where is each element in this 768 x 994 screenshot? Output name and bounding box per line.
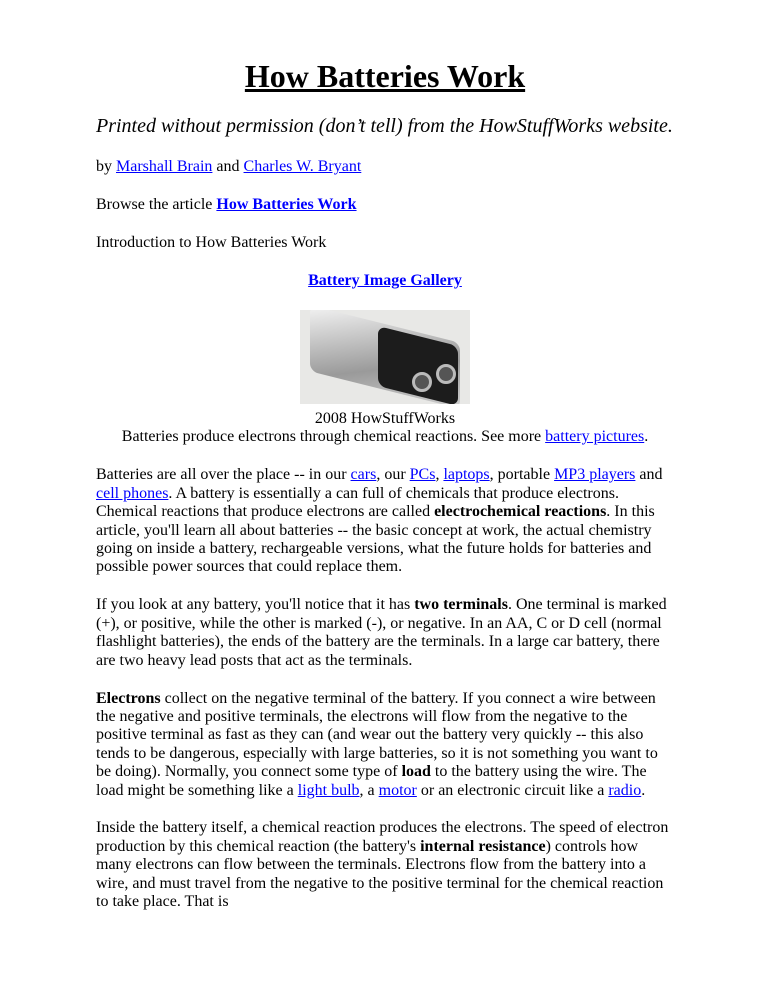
text: , our	[376, 466, 410, 484]
text: ) controls how many electrons can flow between the terminals. Electrons flow from the battery into a wire, and must travel from the negative to the positive terminal for the chemical reaction to take place. That is	[96, 837, 664, 911]
text: to the battery using the wire. The load might be something like a	[96, 763, 647, 799]
paragraph	[96, 596, 674, 670]
inline-link[interactable]: cell phones	[96, 484, 169, 502]
text: . One terminal is marked (+), or positive, while the other is marked (-), or negative. In an AA, C or D cell (normal flashlight batteries), the ends of the battery are the terminals. In a large car battery, there are two heavy lead posts that act as the terminals.	[96, 596, 667, 669]
byline	[96, 158, 674, 176]
paragraph	[96, 466, 674, 576]
inline-link[interactable]: light bulb	[297, 781, 360, 799]
author-link-charles-bryant[interactable]: Charles W. Bryant	[243, 158, 362, 175]
text: , portable	[489, 466, 555, 484]
intro-heading: Introduction to How Batteries Work	[96, 233, 327, 251]
subtitle: Printed without permission (don’t tell) from the HowStuffWorks website.	[96, 115, 673, 137]
figure	[96, 310, 674, 447]
article	[96, 56, 674, 931]
article-link[interactable]: How Batteries Work	[216, 195, 357, 213]
figure-caption	[96, 428, 674, 446]
text: , a	[359, 781, 379, 799]
text: .	[641, 781, 646, 799]
bold-term: load	[401, 763, 431, 781]
inline-link[interactable]: MP3 players	[554, 466, 636, 484]
caption-text: Batteries produce electrons through chemical reactions. See more	[121, 428, 546, 446]
inline-link[interactable]: PCs	[409, 466, 436, 484]
text: . A battery is essentially a can full of chemicals that produce electrons. Chemical reactions that produce electrons are called	[96, 484, 619, 521]
terminal-icon	[412, 372, 432, 392]
byline-and: and	[212, 158, 244, 175]
figure-credit: 2008 HowStuffWorks	[314, 409, 456, 427]
browse-prefix: Browse the article	[96, 195, 217, 213]
text: ,	[435, 466, 444, 484]
bold-term: two terminals	[414, 596, 508, 614]
text: . In this article, you'll learn all about batteries -- the basic concept at work, the actual chemistry going on inside a battery, rechargeable versions, what the future holds for batteries and possible power sources that could replace them.	[96, 503, 655, 576]
bold-term: Electrons	[96, 689, 161, 707]
bold-term: internal resistance	[420, 837, 546, 855]
gallery-link[interactable]: Battery Image Gallery	[308, 271, 462, 289]
battery-photo	[300, 310, 470, 404]
bold-term: electrochemical reactions	[434, 503, 607, 521]
battery-pictures-link[interactable]: battery pictures	[545, 428, 645, 446]
paragraph	[96, 819, 674, 911]
text: If you look at any battery, you'll notice that it has	[96, 596, 415, 614]
byline-prefix: by	[96, 158, 116, 175]
inline-link[interactable]: radio	[608, 781, 642, 799]
paragraph	[96, 690, 674, 800]
text: or an electronic circuit like a	[416, 781, 609, 799]
page-title: How Batteries Work	[244, 58, 526, 94]
text: Batteries are all over the place -- in our	[96, 466, 351, 484]
inline-link[interactable]: cars	[350, 466, 377, 484]
article-body	[96, 466, 674, 911]
text: and	[635, 466, 663, 484]
text: collect on the negative terminal of the battery. If you connect a wire between the negative and positive terminals, the electrons will flow from the negative to the positive terminal as fast as they can (and wear out the battery very quickly -- this also tends to be dangerous, especially with large batteries, so it is not something you want to be doing). Normally, you connect some type of	[96, 689, 658, 781]
terminal-icon	[436, 364, 456, 384]
author-link-marshall-brain[interactable]: Marshall Brain	[116, 158, 213, 175]
inline-link[interactable]: motor	[378, 781, 417, 799]
inline-link[interactable]: laptops	[443, 466, 490, 484]
gallery-line	[96, 272, 674, 290]
browse-line	[96, 196, 674, 214]
text: Inside the battery itself, a chemical reaction produces the electrons. The speed of electron production by this chemical reaction (the battery's	[96, 819, 669, 855]
caption-end: .	[644, 428, 649, 446]
